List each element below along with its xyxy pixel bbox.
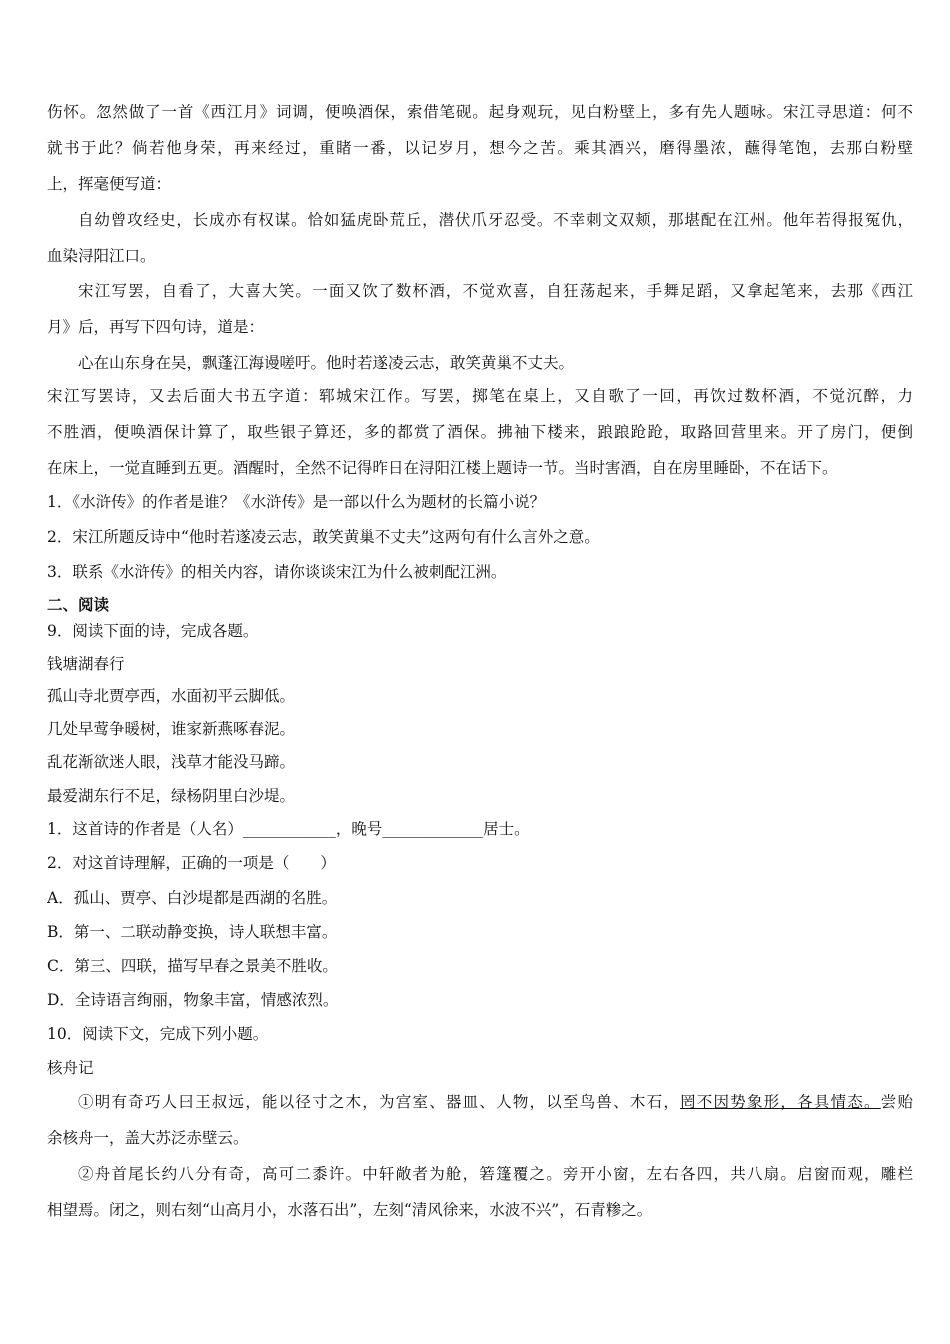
essay-line: 余核舟一，盖大苏泛赤壁云。 <box>47 1129 249 1147</box>
passage-line: 宋江写罢诗，又去后面大书五字道：郓城宋江作。写罢，掷笔在桌上，又自歌了一回，再饮过数杯酒，不觉沉醉，力 <box>47 387 913 405</box>
question-prompt: 9．阅读下面的诗，完成各题。 <box>47 622 259 640</box>
choice-question: 2．对这首诗理解，正确的一项是（ ） <box>47 854 336 872</box>
essay-line <box>78 1092 913 1112</box>
passage-line: 宋江写罢，自看了，大喜大笑。一面又饮了数杯酒，不觉欢喜，自狂荡起来，手舞足蹈，又拿起笔来，去那《西江 <box>78 282 913 300</box>
essay-line: 相望焉。闭之，则右刻“山高月小，水落石出”，左刻“清风徐来，水波不兴”，石青糁之。 <box>47 1201 653 1219</box>
passage-line: 伤怀。忽然做了一首《西江月》词调，便唤酒保，索借笔砚。起身观玩，见白粉壁上，多有先人题咏。宋江寻思道：何不 <box>47 103 913 121</box>
poem-line: 几处早莺争暖树，谁家新燕啄春泥。 <box>47 720 296 738</box>
passage-line: 就书于此？倘若他身荣，再来经过，重睹一番，以记岁月，想今之苦。乘其酒兴，磨得墨浓，蘸得笔饱，去那白粉壁 <box>47 139 913 157</box>
poem-line: 乱花渐欲迷人眼，浅草才能没马蹄。 <box>47 753 296 771</box>
poem-line: 最爱湖东行不足，绿杨阴里白沙堤。 <box>47 787 296 805</box>
passage-line: 上，挥毫便写道： <box>47 175 172 193</box>
passage-line: 在床上，一觉直睡到五更。酒醒时，全然不记得昨日在浔阳江楼上题诗一节。当时害酒，自在房里睡卧，不在话下。 <box>47 459 838 477</box>
question-item: 3．联系《水浒传》的相关内容，请你谈谈宋江为什么被刺配江洲。 <box>47 563 507 581</box>
poem-line: 孤山寺北贾亭西，水面初平云脚低。 <box>47 687 296 705</box>
essay-title: 核舟记 <box>47 1059 94 1077</box>
poem-title: 钱塘湖春行 <box>47 655 125 673</box>
poem-line: 血染浔阳江口。 <box>47 247 156 265</box>
passage-line: 不胜酒，便唤酒保计算了，取些银子算还，多的都赏了酒保。拂袖下楼来，踉踉跄跄，取路回营里来。开了房门，便倒 <box>47 423 913 441</box>
underlined-sentence: 罔不因势象形，各具情态。 <box>680 1093 881 1111</box>
passage-line: 月》后，再写下四句诗，道是： <box>47 318 265 336</box>
question-item: 1．《水浒传》的作者是谁？《水浒传》是一部以什么为题材的长篇小说？ <box>47 493 546 511</box>
question-prompt: 10．阅读下文，完成下列小题。 <box>47 1025 269 1043</box>
poem-line: 自幼曾攻经史，长成亦有权谋。恰如猛虎卧荒丘，潜伏爪牙忍受。不幸刺文双颊，那堪配在江州。他年若得报冤仇， <box>78 211 913 229</box>
question-item: 2．宋江所题反诗中“他时若遂凌云志，敢笑黄巢不丈夫”这两句有什么言外之意。 <box>47 528 600 546</box>
answer-option-c: C．第三、四联，描写早春之景美不胜收。 <box>47 957 338 975</box>
section-heading: 二、阅读 <box>47 596 110 614</box>
answer-option-a: A．孤山、贾亭、白沙堤都是西湖的名胜。 <box>47 889 338 907</box>
answer-option-d: D．全诗语言绚丽，物象丰富，情感浓烈。 <box>47 991 339 1009</box>
essay-line: ②舟首尾长约八分有奇，高可二黍许。中轩敞者为舱，箬篷覆之。旁开小窗，左右各四，共八扇。启窗而观，雕栏 <box>78 1165 913 1183</box>
answer-option-b: B．第一、二联动静变换，诗人联想丰富。 <box>47 923 338 941</box>
essay-text: ①明有奇巧人曰王叔远，能以径寸之木，为宫室、器皿、人物，以至鸟兽、木石， <box>78 1093 681 1111</box>
essay-text: 尝贻 <box>880 1093 913 1111</box>
fill-blank-question: 1．这首诗的作者是（人名）____________，晚号_____________居士。 <box>47 820 530 838</box>
poem-line: 心在山东身在吴，飘蓬江海谩嗟吁。他时若遂凌云志，敢笑黄巢不丈夫。 <box>78 354 575 372</box>
